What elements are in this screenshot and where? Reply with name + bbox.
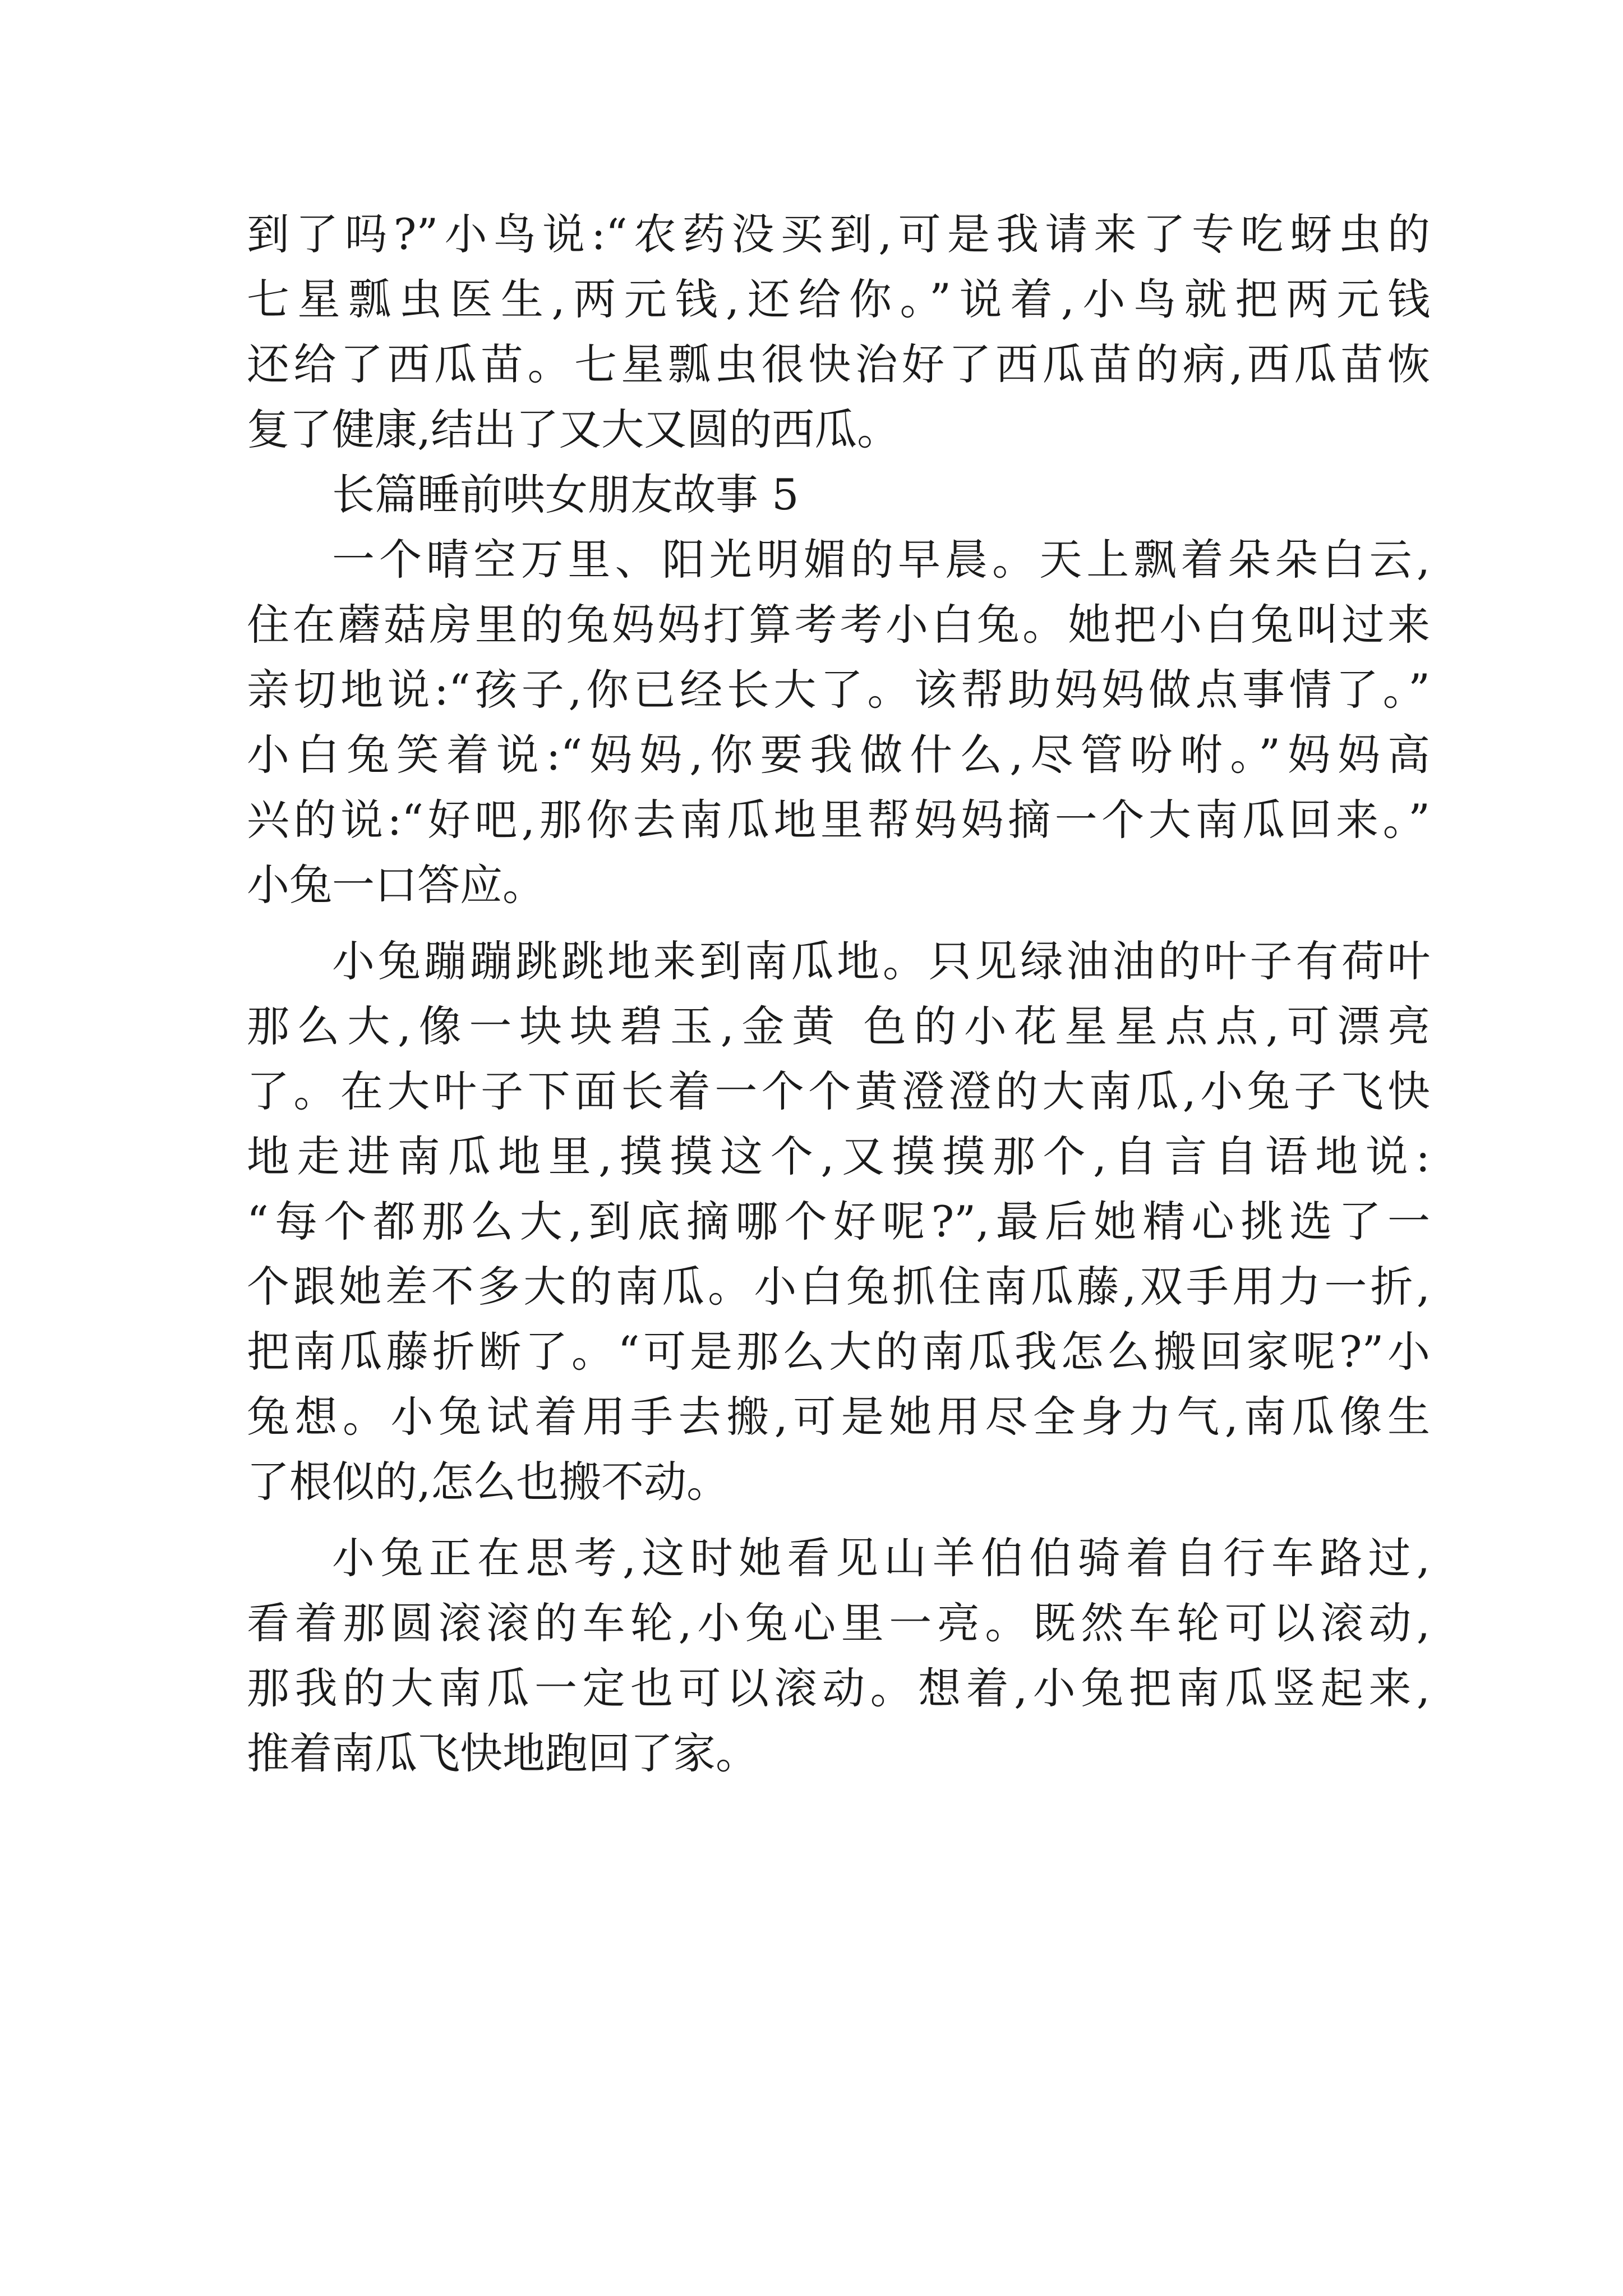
- text-line: 小兔一口答应。: [247, 860, 545, 910]
- text-line: 兔想。小兔试着用手去搬,可是她用尽全身力气,南瓜像生: [247, 1392, 1430, 1442]
- text-line: “每个都那么大,到底摘哪个好呢?”,最后她精心挑选了一: [247, 1197, 1430, 1246]
- document-body: [247, 202, 1430, 1786]
- paragraph-gap: [247, 918, 1430, 929]
- text-line: 小兔正在思考,这时她看见山羊伯伯骑着自行车路过,: [332, 1533, 1430, 1583]
- text-line: 复了健康,结出了又大又圆的西瓜。: [247, 404, 900, 454]
- text-line: 了根似的,怎么也搬不动。: [247, 1457, 730, 1507]
- text-line: 地走进南瓜地里,摸摸这个,又摸摸那个,自言自语地说:: [247, 1131, 1430, 1181]
- text-line: 到了吗?”小鸟说:“农药没买到,可是我请来了专吃蚜虫的: [247, 209, 1430, 259]
- text-line: 了。在大叶子下面长着一个个黄澄澄的大南瓜,小兔子飞快: [247, 1066, 1430, 1116]
- text-line: 推着南瓜飞快地跑回了家。: [247, 1728, 758, 1778]
- section-heading: 长篇睡前哄女朋友故事 5: [332, 470, 799, 519]
- text-line: 小兔蹦蹦跳跳地来到南瓜地。只见绿油油的叶子有荷叶: [332, 936, 1430, 986]
- text-line: 个跟她差不多大的南瓜。小白兔抓住南瓜藤,双手用力一折,: [247, 1262, 1430, 1312]
- paragraph-gap: [247, 1515, 1430, 1526]
- text-line: 一个晴空万里、阳光明媚的早晨。天上飘着朵朵白云,: [332, 535, 1430, 585]
- text-line: 亲切地说:“孩子,你已经长大了。该帮助妈妈做点事情了。”: [247, 665, 1430, 715]
- text-line: 把南瓜藤折断了。“可是那么大的南瓜我怎么搬回家呢?”小: [247, 1327, 1430, 1377]
- text-line: 那我的大南瓜一定也可以滚动。想着,小兔把南瓜竖起来,: [247, 1663, 1430, 1713]
- text-line: 兴的说:“好吧,那你去南瓜地里帮妈妈摘一个大南瓜回来。”: [247, 795, 1430, 845]
- text-line: 还给了西瓜苗。七星瓢虫很快治好了西瓜苗的病,西瓜苗恢: [247, 339, 1430, 389]
- text-line: 七星瓢虫医生,两元钱,还给你。”说着,小鸟就把两元钱: [247, 274, 1430, 324]
- text-line: 看着那圆滚滚的车轮,小兔心里一亮。既然车轮可以滚动,: [247, 1598, 1430, 1648]
- text-line: 那么大,像一块块碧玉,金黄 色的小花星星点点,可漂亮: [247, 1001, 1430, 1051]
- text-line: 小白兔笑着说:“妈妈,你要我做什么,尽管吩咐。”妈妈高: [247, 730, 1430, 780]
- text-line: 住在蘑菇房里的兔妈妈打算考考小白兔。她把小白兔叫过来: [247, 600, 1430, 650]
